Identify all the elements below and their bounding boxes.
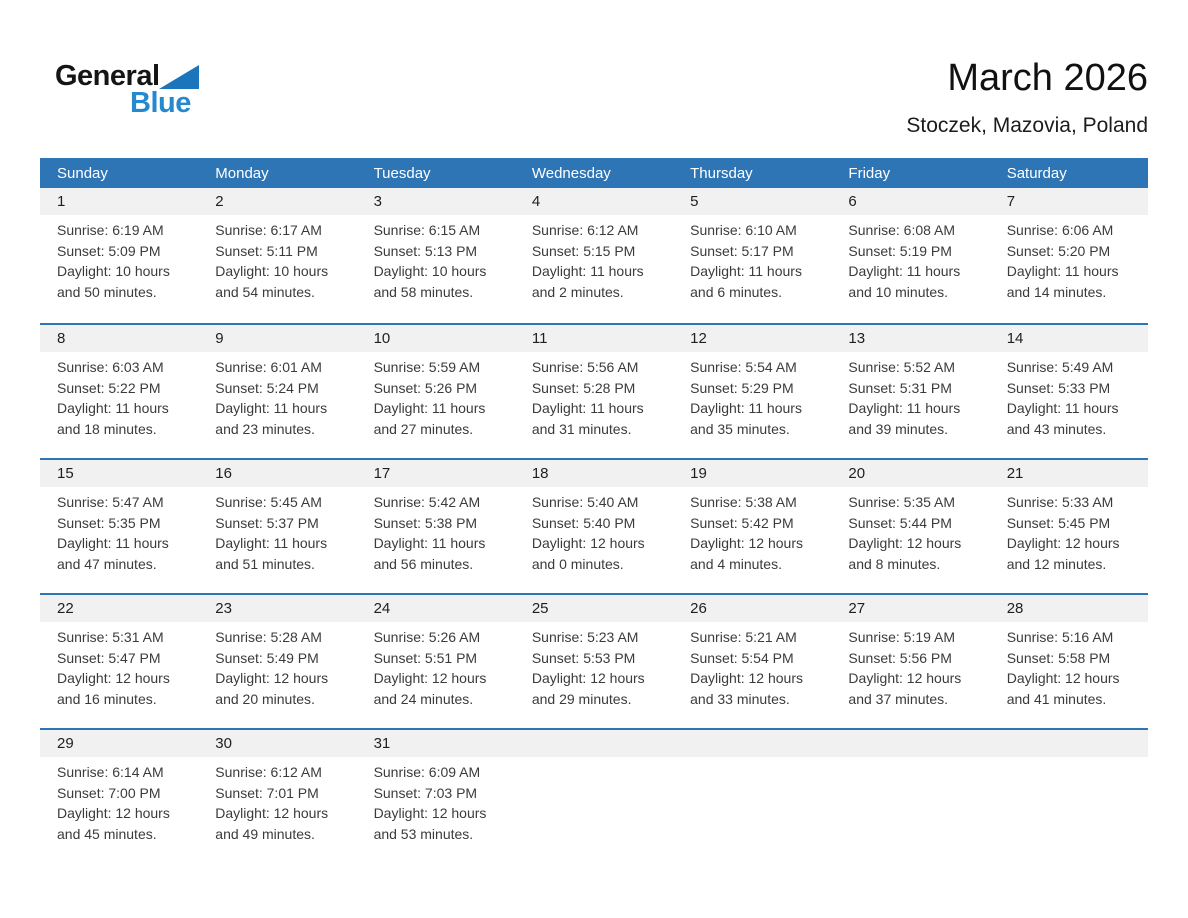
day-number (673, 730, 831, 757)
daylight-line1: Daylight: 12 hours (57, 670, 170, 686)
day-cell (357, 460, 515, 593)
day-number: 7 (990, 188, 1148, 215)
day-number: 16 (198, 460, 356, 487)
day-cell (357, 730, 515, 863)
daylight-line2: and 24 minutes. (373, 690, 474, 707)
sunset-text: Sunset: 5:49 PM (215, 649, 319, 666)
sunset-text: Sunset: 5:17 PM (690, 242, 794, 259)
daylight-line2: and 14 minutes. (1006, 283, 1107, 300)
week-row (40, 593, 1148, 728)
daylight-line2: and 18 minutes. (57, 420, 157, 437)
empty-day-cell (673, 730, 831, 863)
general-blue-logo (55, 60, 275, 130)
daylight-line1: Daylight: 12 hours (215, 670, 329, 686)
day-cell (40, 188, 198, 323)
day-cell (198, 325, 356, 458)
sunset-text: Sunset: 5:42 PM (690, 514, 794, 531)
sunset-text: Sunset: 5:53 PM (531, 649, 636, 666)
daylight-line1: Daylight: 12 hours (531, 670, 645, 686)
sunset-text: Sunset: 7:01 PM (215, 784, 319, 801)
daylight-line1: Daylight: 12 hours (531, 535, 645, 551)
sunrise-text: Sunrise: 5:28 AM (215, 629, 322, 645)
logo-triangle-icon (159, 65, 199, 89)
day-cell (198, 188, 356, 323)
day-number: 20 (831, 460, 989, 487)
daylight-line1: Daylight: 12 hours (690, 670, 803, 686)
daylight-line2: and 8 minutes. (848, 555, 941, 572)
day-number: 31 (357, 730, 515, 757)
sunrise-text: Sunrise: 5:26 AM (373, 629, 481, 645)
sunrise-text: Sunrise: 5:31 AM (57, 629, 164, 645)
daylight-line1: Daylight: 11 hours (57, 535, 169, 551)
day-number: 1 (40, 188, 198, 215)
daylight-line1: Daylight: 12 hours (373, 670, 487, 686)
sunrise-text: Sunrise: 6:09 AM (373, 764, 481, 780)
daylight-line1: Daylight: 12 hours (848, 535, 962, 551)
daylight-line1: Daylight: 11 hours (57, 400, 169, 416)
day-number: 12 (673, 325, 831, 352)
day-cell (831, 460, 989, 593)
sunset-text: Sunset: 5:24 PM (215, 379, 319, 396)
daylight-line1: Daylight: 11 hours (690, 400, 802, 416)
daylight-line1: Daylight: 11 hours (848, 263, 961, 279)
daylight-line1: Daylight: 10 hours (57, 263, 170, 279)
empty-day-cell (990, 730, 1148, 863)
sunset-text: Sunset: 5:19 PM (848, 242, 952, 259)
sunset-text: Sunset: 5:28 PM (531, 379, 636, 396)
weekday-header-row (40, 158, 1148, 188)
day-number: 10 (357, 325, 515, 352)
daylight-line1: Daylight: 10 hours (373, 263, 487, 279)
sunset-text: Sunset: 5:45 PM (1006, 514, 1111, 531)
daylight-line1: Daylight: 11 hours (1006, 263, 1119, 279)
daylight-line1: Daylight: 12 hours (57, 805, 170, 821)
day-cell (515, 188, 673, 323)
sunset-text: Sunset: 5:22 PM (57, 379, 161, 396)
day-number: 19 (673, 460, 831, 487)
day-number (515, 730, 673, 757)
weekday-header-cell-wednesday: Wednesday (531, 164, 611, 182)
sunrise-text: Sunrise: 5:42 AM (373, 494, 481, 510)
sunset-text: Sunset: 7:03 PM (373, 784, 478, 801)
weekday-header-cell-tuesday: Tuesday (373, 164, 431, 182)
sunset-text: Sunset: 5:33 PM (1006, 379, 1111, 396)
daylight-line1: Daylight: 11 hours (531, 263, 644, 279)
day-cell (990, 188, 1148, 323)
sunset-text: Sunset: 5:20 PM (1006, 242, 1111, 259)
weekday-header-cell-sunday: Sunday (57, 164, 108, 182)
sunrise-text: Sunrise: 5:19 AM (848, 629, 956, 645)
daylight-line1: Daylight: 12 hours (1006, 670, 1120, 686)
day-number: 15 (40, 460, 198, 487)
sunrise-text: Sunrise: 5:16 AM (1006, 629, 1114, 645)
sunrise-text: Sunrise: 6:03 AM (57, 359, 164, 375)
day-number: 13 (831, 325, 989, 352)
day-number: 22 (40, 595, 198, 622)
weekday-header-cell-friday: Friday (848, 164, 891, 182)
day-cell (40, 730, 198, 863)
logo-text-general: General (55, 60, 160, 92)
day-number (990, 730, 1148, 757)
daylight-line2: and 50 minutes. (57, 283, 157, 300)
weekday-header-cell-saturday: Saturday (1006, 164, 1067, 182)
daylight-line1: Daylight: 12 hours (690, 535, 803, 551)
daylight-line2: and 23 minutes. (215, 420, 315, 437)
day-cell (357, 188, 515, 323)
sunset-text: Sunset: 5:47 PM (57, 649, 161, 666)
day-cell (990, 595, 1148, 728)
day-cell (357, 595, 515, 728)
daylight-line2: and 39 minutes. (848, 420, 949, 437)
day-cell (673, 325, 831, 458)
daylight-line2: and 10 minutes. (848, 283, 949, 300)
daylight-line2: and 0 minutes. (531, 555, 624, 572)
week-row (40, 188, 1148, 323)
sunset-text: Sunset: 5:51 PM (373, 649, 478, 666)
daylight-line2: and 58 minutes. (373, 283, 474, 300)
week-row (40, 458, 1148, 593)
logo-text-blue: Blue (130, 87, 191, 119)
daylight-line2: and 33 minutes. (690, 690, 790, 707)
daylight-line2: and 29 minutes. (531, 690, 632, 707)
day-cell (357, 325, 515, 458)
day-number (831, 730, 989, 757)
day-number: 9 (198, 325, 356, 352)
day-number: 11 (515, 325, 673, 352)
daylight-line2: and 2 minutes. (531, 283, 624, 300)
sunrise-text: Sunrise: 6:15 AM (373, 222, 481, 238)
daylight-line2: and 4 minutes. (690, 555, 782, 572)
sunrise-text: Sunrise: 5:45 AM (215, 494, 322, 510)
sunrise-text: Sunrise: 5:35 AM (848, 494, 956, 510)
sunset-text: Sunset: 5:29 PM (690, 379, 794, 396)
day-number: 8 (40, 325, 198, 352)
sunset-text: Sunset: 5:40 PM (531, 514, 636, 531)
day-cell (990, 460, 1148, 593)
daylight-line2: and 51 minutes. (215, 555, 315, 572)
day-number: 6 (831, 188, 989, 215)
week-row (40, 728, 1148, 863)
sunset-text: Sunset: 5:37 PM (215, 514, 319, 531)
day-number: 23 (198, 595, 356, 622)
weekday-header-cell-monday: Monday (215, 164, 269, 182)
empty-day-cell (831, 730, 989, 863)
day-number: 14 (990, 325, 1148, 352)
day-number: 18 (515, 460, 673, 487)
sunset-text: Sunset: 5:44 PM (848, 514, 952, 531)
location-subtitle: Stoczek, Mazovia, Poland (906, 114, 1148, 137)
daylight-line2: and 41 minutes. (1006, 690, 1107, 707)
daylight-line2: and 54 minutes. (215, 283, 315, 300)
sunset-text: Sunset: 5:35 PM (57, 514, 161, 531)
weekday-header-cell-thursday: Thursday (690, 164, 753, 182)
sunset-text: Sunset: 5:11 PM (215, 242, 318, 259)
sunset-text: Sunset: 5:31 PM (848, 379, 952, 396)
calendar-weeks (40, 188, 1148, 863)
daylight-line2: and 56 minutes. (373, 555, 474, 572)
day-cell (40, 460, 198, 593)
daylight-line2: and 12 minutes. (1006, 555, 1107, 572)
sunrise-text: Sunrise: 6:19 AM (57, 222, 164, 238)
empty-day-cell (515, 730, 673, 863)
sunrise-text: Sunrise: 6:14 AM (57, 764, 164, 780)
daylight-line2: and 53 minutes. (373, 825, 474, 842)
daylight-line1: Daylight: 11 hours (373, 400, 486, 416)
sunrise-text: Sunrise: 5:54 AM (690, 359, 797, 375)
day-cell (990, 325, 1148, 458)
sunrise-text: Sunrise: 5:47 AM (57, 494, 164, 510)
sunrise-text: Sunrise: 6:10 AM (690, 222, 797, 238)
day-cell (40, 325, 198, 458)
daylight-line1: Daylight: 11 hours (1006, 400, 1119, 416)
daylight-line1: Daylight: 12 hours (848, 670, 962, 686)
daylight-line2: and 47 minutes. (57, 555, 157, 572)
daylight-line1: Daylight: 11 hours (373, 535, 486, 551)
day-number: 30 (198, 730, 356, 757)
daylight-line2: and 45 minutes. (57, 825, 157, 842)
day-cell (198, 595, 356, 728)
week-row (40, 323, 1148, 458)
day-cell (673, 188, 831, 323)
sunrise-text: Sunrise: 5:33 AM (1006, 494, 1114, 510)
day-number: 24 (357, 595, 515, 622)
day-cell (673, 460, 831, 593)
sunset-text: Sunset: 5:56 PM (848, 649, 952, 666)
day-number: 2 (198, 188, 356, 215)
daylight-line1: Daylight: 12 hours (215, 805, 329, 821)
daylight-line2: and 16 minutes. (57, 690, 157, 707)
daylight-line1: Daylight: 11 hours (215, 400, 328, 416)
day-number: 3 (357, 188, 515, 215)
daylight-line2: and 49 minutes. (215, 825, 315, 842)
day-cell (515, 595, 673, 728)
daylight-line2: and 27 minutes. (373, 420, 474, 437)
daylight-line1: Daylight: 11 hours (215, 535, 328, 551)
sunset-text: Sunset: 5:15 PM (531, 242, 636, 259)
sunrise-text: Sunrise: 5:59 AM (373, 359, 481, 375)
daylight-line1: Daylight: 10 hours (215, 263, 329, 279)
daylight-line2: and 37 minutes. (848, 690, 949, 707)
title-block (906, 58, 1148, 138)
day-number: 4 (515, 188, 673, 215)
day-cell (831, 595, 989, 728)
day-number: 27 (831, 595, 989, 622)
daylight-line1: Daylight: 11 hours (690, 263, 802, 279)
day-cell (515, 325, 673, 458)
day-number: 29 (40, 730, 198, 757)
sunrise-text: Sunrise: 6:06 AM (1006, 222, 1114, 238)
day-cell (198, 460, 356, 593)
sunset-text: Sunset: 7:00 PM (57, 784, 161, 801)
daylight-line1: Daylight: 12 hours (373, 805, 487, 821)
sunset-text: Sunset: 5:09 PM (57, 242, 161, 259)
day-number: 5 (673, 188, 831, 215)
sunrise-text: Sunrise: 6:01 AM (215, 359, 322, 375)
sunset-text: Sunset: 5:38 PM (373, 514, 478, 531)
calendar-table (40, 158, 1148, 863)
sunrise-text: Sunrise: 5:52 AM (848, 359, 956, 375)
daylight-line1: Daylight: 12 hours (1006, 535, 1120, 551)
day-cell (831, 325, 989, 458)
day-number: 21 (990, 460, 1148, 487)
sunrise-text: Sunrise: 5:21 AM (690, 629, 797, 645)
day-number: 25 (515, 595, 673, 622)
day-cell (673, 595, 831, 728)
sunrise-text: Sunrise: 5:23 AM (531, 629, 639, 645)
sunrise-text: Sunrise: 5:40 AM (531, 494, 639, 510)
sunrise-text: Sunrise: 6:08 AM (848, 222, 956, 238)
sunrise-text: Sunrise: 6:12 AM (531, 222, 639, 238)
sunrise-text: Sunrise: 6:12 AM (215, 764, 322, 780)
day-cell (40, 595, 198, 728)
daylight-line1: Daylight: 11 hours (848, 400, 961, 416)
daylight-line1: Daylight: 11 hours (531, 400, 644, 416)
sunrise-text: Sunrise: 6:17 AM (215, 222, 322, 238)
sunrise-text: Sunrise: 5:56 AM (531, 359, 639, 375)
sunset-text: Sunset: 5:13 PM (373, 242, 478, 259)
day-number: 26 (673, 595, 831, 622)
daylight-line2: and 20 minutes. (215, 690, 315, 707)
day-cell (515, 460, 673, 593)
day-number: 28 (990, 595, 1148, 622)
daylight-line2: and 43 minutes. (1006, 420, 1107, 437)
daylight-line2: and 35 minutes. (690, 420, 790, 437)
sunset-text: Sunset: 5:58 PM (1006, 649, 1111, 666)
daylight-line2: and 31 minutes. (531, 420, 632, 437)
month-title: March 2026 (947, 57, 1148, 99)
sunrise-text: Sunrise: 5:38 AM (690, 494, 797, 510)
sunset-text: Sunset: 5:54 PM (690, 649, 794, 666)
sunset-text: Sunset: 5:26 PM (373, 379, 478, 396)
day-cell (198, 730, 356, 863)
day-cell (831, 188, 989, 323)
sunrise-text: Sunrise: 5:49 AM (1006, 359, 1114, 375)
day-number: 17 (357, 460, 515, 487)
daylight-line2: and 6 minutes. (690, 283, 782, 300)
